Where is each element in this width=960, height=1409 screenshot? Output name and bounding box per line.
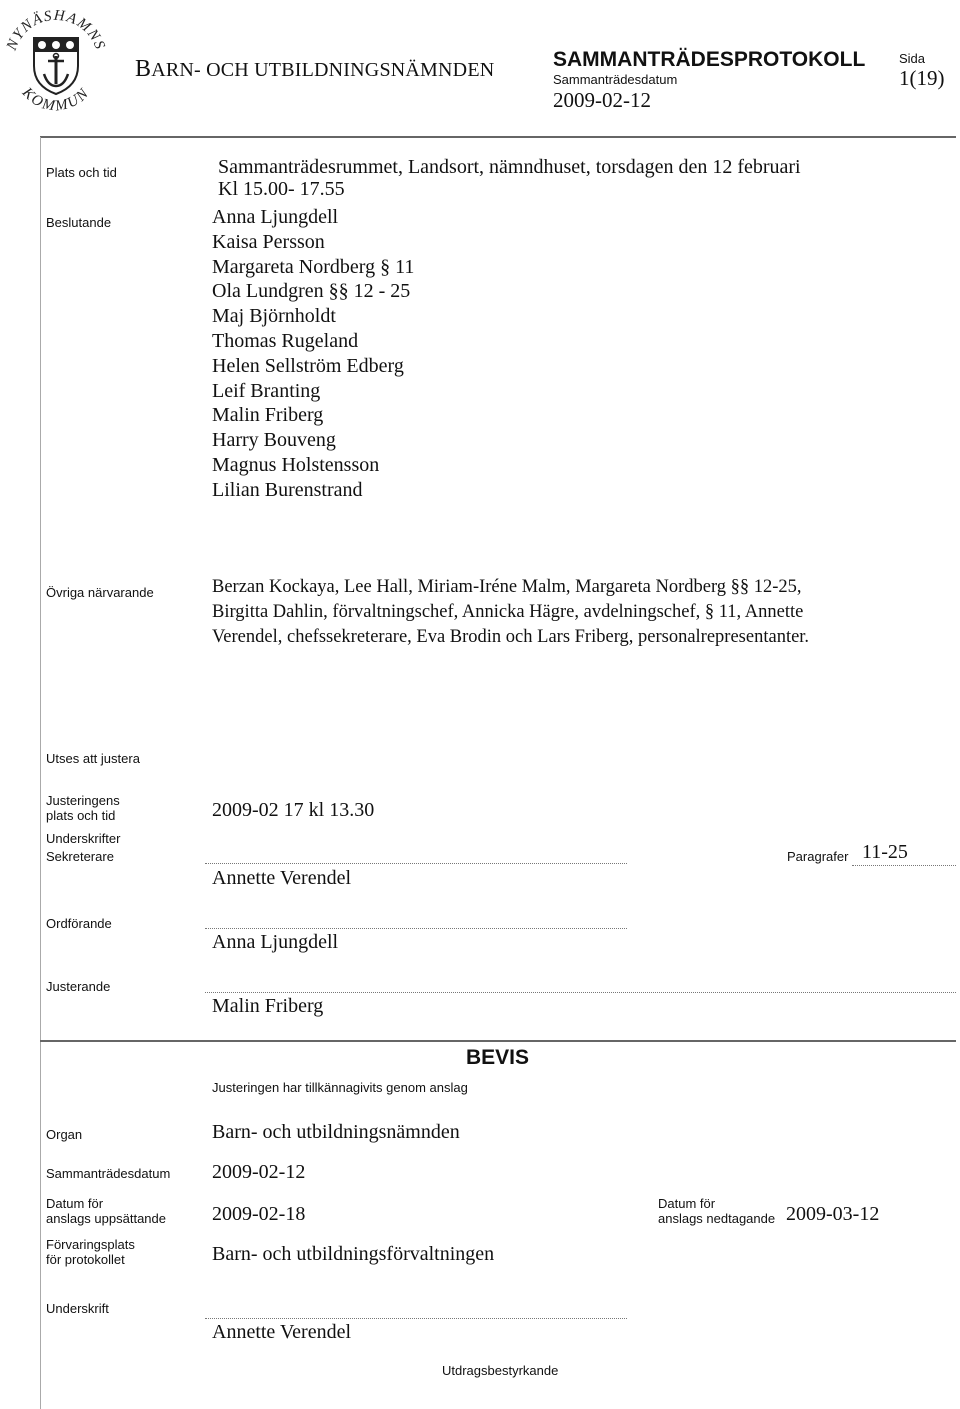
bevis-divider: [40, 1040, 956, 1042]
municipality-seal-logo: [0, 0, 112, 112]
adjust-when-value: 2009-02 17 kl 13.30: [212, 799, 375, 821]
chair-signature-line: [205, 928, 627, 929]
extract-certified-label: Utdragsbestyrkande: [442, 1363, 559, 1378]
page-number: 1(19): [899, 66, 945, 90]
storage-label-2: för protokollet: [46, 1252, 125, 1267]
organ-value: Barn- och utbildningsnämnden: [212, 1121, 460, 1143]
adjuster-signature-line: [205, 992, 956, 993]
others-present-line: Berzan Kockaya, Lee Hall, Miriam-Iréne Malm, Margareta Nordberg §§ 12-25,: [212, 577, 802, 597]
decision-maker: Thomas Rugeland: [212, 329, 359, 352]
paragraphs-value: 11-25: [862, 841, 908, 863]
chair-name: Anna Ljungdell: [212, 931, 339, 953]
decision-makers-list: [212, 205, 414, 503]
place-label: Plats och tid: [46, 165, 117, 180]
adjust-when-label-1: Justeringens: [46, 793, 120, 808]
bevis-subtitle: Justeringen har tillkännagivits genom anslag: [212, 1080, 468, 1095]
decision-maker: Harry Bouveng: [212, 429, 336, 452]
decision-makers-label: Beslutande: [46, 215, 112, 230]
header-divider: [40, 136, 956, 138]
removed-date-label-2: anslags nedtagande: [658, 1211, 776, 1226]
appointed-adjuster-label: Utses att justera: [46, 751, 140, 766]
place-line-2: Kl 15.00- 17.55: [218, 178, 345, 200]
decision-maker: Magnus Holstensson: [212, 453, 380, 476]
removed-date-label-1: Datum för: [658, 1196, 716, 1211]
svg-text:NYNÄSHAMNS: NYNÄSHAMNS: [3, 7, 109, 53]
secretary-name: Annette Verendel: [212, 867, 352, 889]
adjuster-name: Malin Friberg: [212, 995, 324, 1017]
removed-date-value: 2009-03-12: [786, 1203, 880, 1225]
storage-value: Barn- och utbildningsförvaltningen: [212, 1243, 495, 1265]
adjuster-label: Justerande: [46, 979, 111, 994]
decision-maker: Kaisa Persson: [212, 230, 325, 253]
decision-maker: Helen Sellström Edberg: [212, 354, 404, 377]
organization-title-rest: ARN- OCH UTBILDNINGSNÄMNDEN: [151, 59, 495, 81]
decision-maker: Maj Björnholdt: [212, 305, 336, 328]
decision-maker: Malin Friberg: [212, 404, 324, 427]
signatures-label: Underskrifter: [46, 831, 121, 846]
paragraphs-label: Paragrafer: [787, 849, 849, 864]
others-present-line: Birgitta Dahlin, förvaltningschef, Annicka Hägre, avdelningschef, § 11, Annette: [212, 602, 804, 622]
bevis-meeting-date-label: Sammanträdesdatum: [46, 1166, 171, 1181]
posted-date-value: 2009-02-18: [212, 1203, 306, 1225]
secretary-label: Sekreterare: [46, 849, 114, 864]
adjust-when-label-2: plats och tid: [46, 808, 116, 823]
paragraphs-line: [852, 865, 956, 866]
others-present-text: [212, 575, 809, 650]
organization-title: [135, 56, 494, 83]
storage-label-1: Förvaringsplats: [46, 1237, 135, 1252]
header-meeting-date-label: Sammanträdesdatum: [553, 72, 678, 87]
others-present-line: Verendel, chefssekreterare, Eva Brodin och Lars Friberg, personalrepresentanter.: [212, 627, 810, 647]
bevis-signature-line: [205, 1318, 627, 1319]
document-title: SAMMANTRÄDESPROTOKOLL: [553, 48, 866, 71]
decision-maker: Ola Lundgren §§ 12 - 25: [212, 280, 411, 303]
left-margin-line: [40, 137, 41, 1409]
signature-label: Underskrift: [46, 1301, 109, 1316]
others-present-label: Övriga närvarande: [46, 585, 154, 600]
page-label: Sida: [899, 51, 926, 66]
secretary-signature-line: [205, 863, 627, 864]
organization-title-initial: B: [135, 56, 152, 82]
decision-maker: Leif Branting: [212, 379, 321, 402]
decision-maker: Anna Ljungdell: [212, 206, 339, 228]
header-meeting-date: 2009-02-12: [553, 88, 651, 112]
decision-maker: Lilian Burenstrand: [212, 478, 363, 501]
bevis-title: BEVIS: [466, 1046, 530, 1069]
place-line-1: Sammanträdesrummet, Landsort, nämndhuset, torsdagen den 12 februari: [218, 156, 801, 178]
posted-date-label-2: anslags uppsättande: [46, 1211, 166, 1226]
svg-text:KOMMUN: KOMMUN: [18, 84, 94, 112]
bevis-meeting-date: 2009-02-12: [212, 1161, 306, 1183]
chair-label: Ordförande: [46, 916, 112, 931]
posted-date-label-1: Datum för: [46, 1196, 104, 1211]
signature-name: Annette Verendel: [212, 1321, 352, 1343]
decision-maker: Margareta Nordberg § 11: [212, 255, 415, 278]
organ-label: Organ: [46, 1127, 83, 1142]
